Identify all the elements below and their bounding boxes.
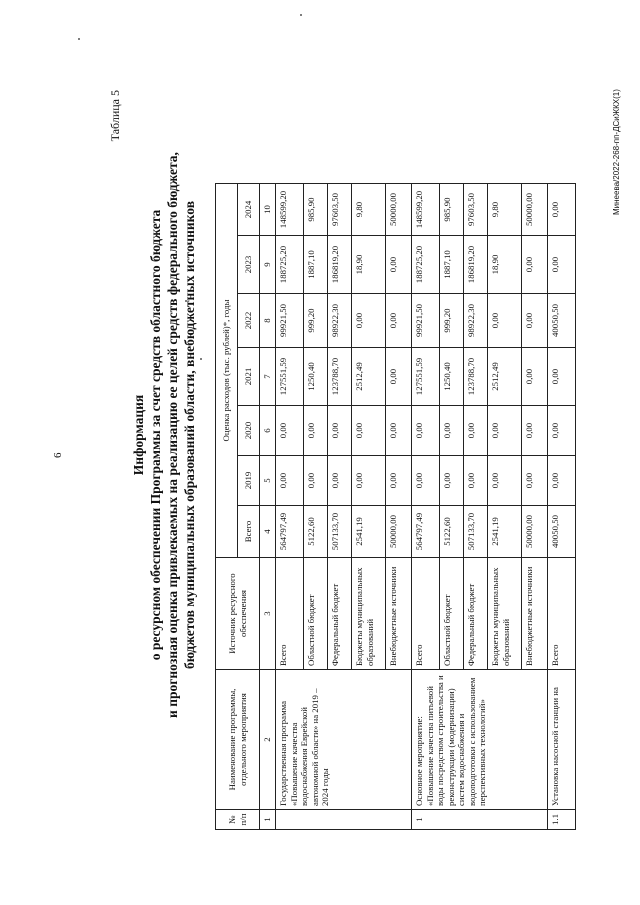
amount-cell: 188725,20 bbox=[276, 236, 304, 294]
header-year: 2020 bbox=[238, 406, 260, 456]
amount-cell: 0,00 bbox=[548, 236, 576, 294]
amount-cell: 9,80 bbox=[488, 184, 522, 236]
amount-cell: 186819,20 bbox=[328, 236, 352, 294]
amount-cell: 98922,30 bbox=[464, 294, 488, 348]
amount-cell: 0,00 bbox=[522, 236, 548, 294]
row-number: 1.1 bbox=[548, 810, 576, 830]
index-cell: 3 bbox=[260, 558, 276, 670]
amount-cell: 0,00 bbox=[548, 456, 576, 506]
header-year: 2024 bbox=[238, 184, 260, 236]
amount-cell: 0,00 bbox=[304, 406, 328, 456]
amount-cell: 985,90 bbox=[304, 184, 328, 236]
amount-cell: 127551,59 bbox=[412, 348, 440, 406]
amount-cell: 123788,70 bbox=[464, 348, 488, 406]
amount-cell: 0,00 bbox=[352, 456, 386, 506]
amount-cell: 564797,49 bbox=[276, 506, 304, 558]
amount-cell: 0,00 bbox=[386, 456, 412, 506]
amount-cell: 0,00 bbox=[328, 406, 352, 456]
amount-cell: 0,00 bbox=[276, 406, 304, 456]
amount-cell: 999,20 bbox=[304, 294, 328, 348]
amount-cell: 50000,00 bbox=[386, 506, 412, 558]
header-source: Источник ресурсного обеспечения bbox=[216, 558, 260, 670]
amount-cell: 564797,49 bbox=[412, 506, 440, 558]
table-row bbox=[276, 184, 304, 830]
amount-cell: 40050,50 bbox=[548, 294, 576, 348]
amount-cell: 0,00 bbox=[386, 294, 412, 348]
amount-cell: 99921,50 bbox=[412, 294, 440, 348]
amount-cell: 0,00 bbox=[548, 406, 576, 456]
amount-cell: 0,00 bbox=[522, 294, 548, 348]
funding-source: Федеральный бюджет bbox=[328, 558, 352, 670]
funding-source: Всего bbox=[276, 558, 304, 670]
amount-cell: 18,90 bbox=[488, 236, 522, 294]
index-cell: 4 bbox=[260, 506, 276, 558]
amount-cell: 507133,70 bbox=[464, 506, 488, 558]
amount-cell: 2541,19 bbox=[488, 506, 522, 558]
page-number: 6 bbox=[52, 452, 64, 458]
amount-cell: 0,00 bbox=[464, 406, 488, 456]
amount-cell: 0,00 bbox=[548, 348, 576, 406]
funding-source: Внебюджетные источники bbox=[522, 558, 548, 670]
header-name: Наименование программы, отдельного мероприятия bbox=[216, 670, 260, 810]
amount-cell: 0,00 bbox=[488, 406, 522, 456]
amount-cell: 98922,30 bbox=[328, 294, 352, 348]
amount-cell: 0,00 bbox=[522, 348, 548, 406]
amount-cell: 0,00 bbox=[304, 456, 328, 506]
amount-cell: 50000,00 bbox=[386, 184, 412, 236]
index-cell: 2 bbox=[260, 670, 276, 810]
amount-cell: 0,00 bbox=[488, 294, 522, 348]
amount-cell: 1887,10 bbox=[440, 236, 464, 294]
amount-cell: 0,00 bbox=[440, 456, 464, 506]
amount-cell: 0,00 bbox=[440, 406, 464, 456]
amount-cell: 0,00 bbox=[386, 406, 412, 456]
amount-cell: 507133,70 bbox=[328, 506, 352, 558]
index-cell: 5 bbox=[260, 456, 276, 506]
program-name: Основное мероприятие: «Повышение качества питьевой воды посредством строительства и реконструкции (модернизации) систем водоснабжения и водоподготовки с использованием перспективных технологий» bbox=[412, 670, 548, 810]
amount-cell: 0,00 bbox=[522, 406, 548, 456]
table-row bbox=[412, 184, 440, 830]
amount-cell: 18,90 bbox=[352, 236, 386, 294]
program-name: Установка насосной станции на bbox=[548, 670, 576, 810]
amount-cell: 2512,49 bbox=[352, 348, 386, 406]
amount-cell: 0,00 bbox=[352, 406, 386, 456]
amount-cell: 0,00 bbox=[276, 456, 304, 506]
amount-cell: 188725,20 bbox=[412, 236, 440, 294]
amount-cell: 0,00 bbox=[464, 456, 488, 506]
amount-cell: 0,00 bbox=[412, 456, 440, 506]
table-row bbox=[548, 184, 576, 830]
index-cell: 1 bbox=[260, 810, 276, 830]
amount-cell: 5122,60 bbox=[304, 506, 328, 558]
resource-table bbox=[215, 183, 576, 830]
amount-cell: 148599,20 bbox=[412, 184, 440, 236]
table-caption: Таблица 5 bbox=[108, 90, 122, 142]
amount-cell: 97603,50 bbox=[328, 184, 352, 236]
amount-cell: 985,90 bbox=[440, 184, 464, 236]
amount-cell: 9,80 bbox=[352, 184, 386, 236]
funding-source: Всего bbox=[412, 558, 440, 670]
amount-cell: 0,00 bbox=[386, 236, 412, 294]
amount-cell: 0,00 bbox=[352, 294, 386, 348]
amount-cell: 40050,50 bbox=[548, 506, 576, 558]
program-name: Государственная программа «Повышение качества водоснабжения Еврейской автономной области» на 2019 – 2024 годы bbox=[276, 670, 412, 810]
header-estimate: Оценка расходов (тыс. рублей)*, годы bbox=[216, 184, 238, 558]
index-cell: 9 bbox=[260, 236, 276, 294]
amount-cell: 0,00 bbox=[522, 456, 548, 506]
title-line: о ресурсном обеспечении Программы за счет средств областного бюджета bbox=[148, 209, 163, 661]
funding-source: Бюджеты муниципальных образований bbox=[352, 558, 386, 670]
amount-cell: 2541,19 bbox=[352, 506, 386, 558]
header-num: № п/п bbox=[216, 810, 260, 830]
document-title bbox=[130, 85, 198, 785]
index-cell: 8 bbox=[260, 294, 276, 348]
amount-cell: 186819,20 bbox=[464, 236, 488, 294]
title-line: Информация bbox=[131, 394, 146, 476]
header-year: 2019 bbox=[238, 456, 260, 506]
amount-cell: 127551,59 bbox=[276, 348, 304, 406]
title-line: и прогнозная оценка привлекаемых на реализацию ее целей средств федерального бюджета, bbox=[165, 152, 180, 718]
amount-cell: 97603,50 bbox=[464, 184, 488, 236]
amount-cell: 1250,40 bbox=[440, 348, 464, 406]
index-cell: 10 bbox=[260, 184, 276, 236]
funding-source: Областной бюджет bbox=[440, 558, 464, 670]
amount-cell: 123788,70 bbox=[328, 348, 352, 406]
amount-cell: 1250,40 bbox=[304, 348, 328, 406]
funding-source: Внебюджетные источники bbox=[386, 558, 412, 670]
amount-cell: 50000,00 bbox=[522, 506, 548, 558]
amount-cell: 0,00 bbox=[412, 406, 440, 456]
row-number: 1 bbox=[412, 810, 548, 830]
funding-source: Бюджеты муниципальных образований bbox=[488, 558, 522, 670]
amount-cell: 999,20 bbox=[440, 294, 464, 348]
title-line: бюджетов муниципальных образований области, внебюджетных источников bbox=[182, 201, 197, 669]
funding-source: Федеральный бюджет bbox=[464, 558, 488, 670]
header-year: 2021 bbox=[238, 348, 260, 406]
index-cell: 6 bbox=[260, 406, 276, 456]
funding-source: Всего bbox=[548, 558, 576, 670]
amount-cell: 0,00 bbox=[328, 456, 352, 506]
table-header bbox=[216, 184, 276, 830]
header-year: Всего bbox=[238, 506, 260, 558]
amount-cell: 148599,20 bbox=[276, 184, 304, 236]
header-year: 2022 bbox=[238, 294, 260, 348]
amount-cell: 0,00 bbox=[386, 348, 412, 406]
table-body bbox=[276, 184, 576, 830]
amount-cell: 1887,10 bbox=[304, 236, 328, 294]
amount-cell: 0,00 bbox=[488, 456, 522, 506]
amount-cell: 99921,50 bbox=[276, 294, 304, 348]
amount-cell: 0,00 bbox=[548, 184, 576, 236]
amount-cell: 2512,49 bbox=[488, 348, 522, 406]
amount-cell: 5122,60 bbox=[440, 506, 464, 558]
row-number bbox=[276, 810, 412, 830]
header-year: 2023 bbox=[238, 236, 260, 294]
amount-cell: 50000,00 bbox=[522, 184, 548, 236]
funding-source: Областной бюджет bbox=[304, 558, 328, 670]
document-footer: Минеева/2022-268-пп-ДСиЖКХ(1) bbox=[612, 89, 621, 215]
index-cell: 7 bbox=[260, 348, 276, 406]
